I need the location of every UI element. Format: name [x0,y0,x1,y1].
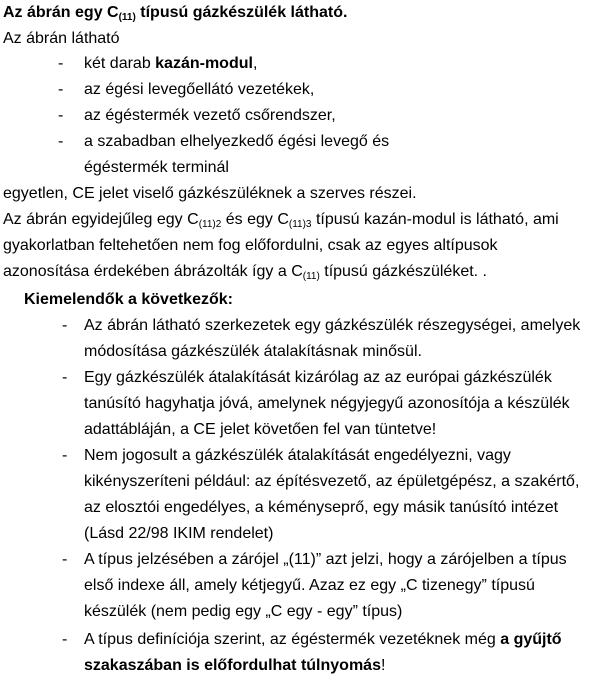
list2-item5-bold: a gyűjtő [500,631,562,648]
list2-item4-line1: A típus jelzésében a zárójel „(11)” azt jelzi, hogy a zárójelben a típus [84,551,567,568]
title-text-end: típusú gázkészülék látható. [135,4,348,21]
paragraph-2-line2: gyakorlatban feltehetően nem fog előfordulni, csak az egyes altípusok [3,237,498,254]
title-text: Az ábrán egy C [3,4,119,21]
para2-text: és egy C [221,211,289,228]
title-subscript: (11) [118,12,136,23]
list-dash: - [62,447,68,464]
list-dash: - [62,551,68,568]
list-item-terminal-line1: a szabadban elhelyezkedő égési levegő és [84,133,390,150]
paragraph-2-line1 [3,210,559,230]
list-item-text-end: , [252,55,258,72]
para2-text: típusú kazán-modul is látható, ami [311,211,559,228]
list-item-bold: kazán-modul [155,55,253,72]
list-dash: - [62,317,68,334]
list2-item3-line2: kikényszeríteni például: az építésvezető, az épületgépész, a szakértő, [84,473,580,490]
list2-item3-line3: az elosztói engedélyes, a kéményseprő, egy másik tanúsító intézet [84,499,559,516]
list-dash: - [58,133,64,150]
list2-item1-line1: Az ábrán látható szerkezetek egy gázkészülék részegységei, amelyek [84,317,581,334]
list2-item5-line1 [84,630,562,650]
list-dash: - [62,369,68,386]
para2-subscript: (11) [302,271,320,282]
list2-item2-line1: Egy gázkészülék átalakítását kizárólag az az európai gázkészülék [84,369,552,386]
list2-item4-line3: készülék (nem pedig egy „C egy - egy” típus) [84,603,403,620]
list2-item3-line4: (Lásd 22/98 IKIM rendelet) [84,525,274,542]
para2-subscript: (11)2 [198,219,222,230]
para2-text: típusú gázkészüléket. . [319,263,487,280]
list2-item5-text-end: ! [380,657,386,674]
paragraph-2-line3 [3,262,487,282]
list-item-levego: az égési levegőellátó vezetékek, [84,81,315,98]
list2-item5-text: A típus definíciója szerint, az égéstermék vezetéknek még [84,631,501,648]
list2-item4-line2: első indexe áll, amely kétjegyű. Azaz ez egy „C tizenegy” típusú [84,577,535,594]
list-dash: - [58,81,64,98]
para2-text: Az ábrán egyidejűleg egy C [3,211,199,228]
list2-item5-line2 [84,656,385,676]
document-title [3,3,347,23]
list2-item5-bold: szakaszában is előfordulhat túlnyomás [84,657,381,674]
list-dash: - [58,55,64,72]
list-item-terminal-line2: égéstermék terminál [84,159,229,176]
paragraph-1: egyetlen, CE jelet viselő gázkészüléknek a szerves részei. [3,185,417,202]
list-dash: - [58,107,64,124]
list2-item2-line2: tanúsító hagyhatja jóvá, amelynek négyjegyű azonosítója a készülék [84,395,570,412]
list-item-csorendszer: az égéstermék vezető csőrendszer, [84,107,336,124]
para2-subscript: (11)3 [288,219,312,230]
list2-item3-line1: Nem jogosult a gázkészülék átalakítását engedélyezni, vagy [84,447,511,464]
intro-text: Az ábrán látható [3,30,120,47]
list2-item2-line3: adattábláján, a CE jelet követően fel van tüntetve! [84,421,437,438]
list2-item1-line2: módosítása gázkészülék átalakításnak minősül. [84,343,422,360]
para2-text: azonosítása érdekében ábrázolták így a C [3,263,303,280]
list-item-kazan-modul [84,54,257,74]
section-heading: Kiemelendők a következők: [24,291,233,308]
list-dash: - [62,631,68,648]
list-item-text: két darab [84,55,156,72]
